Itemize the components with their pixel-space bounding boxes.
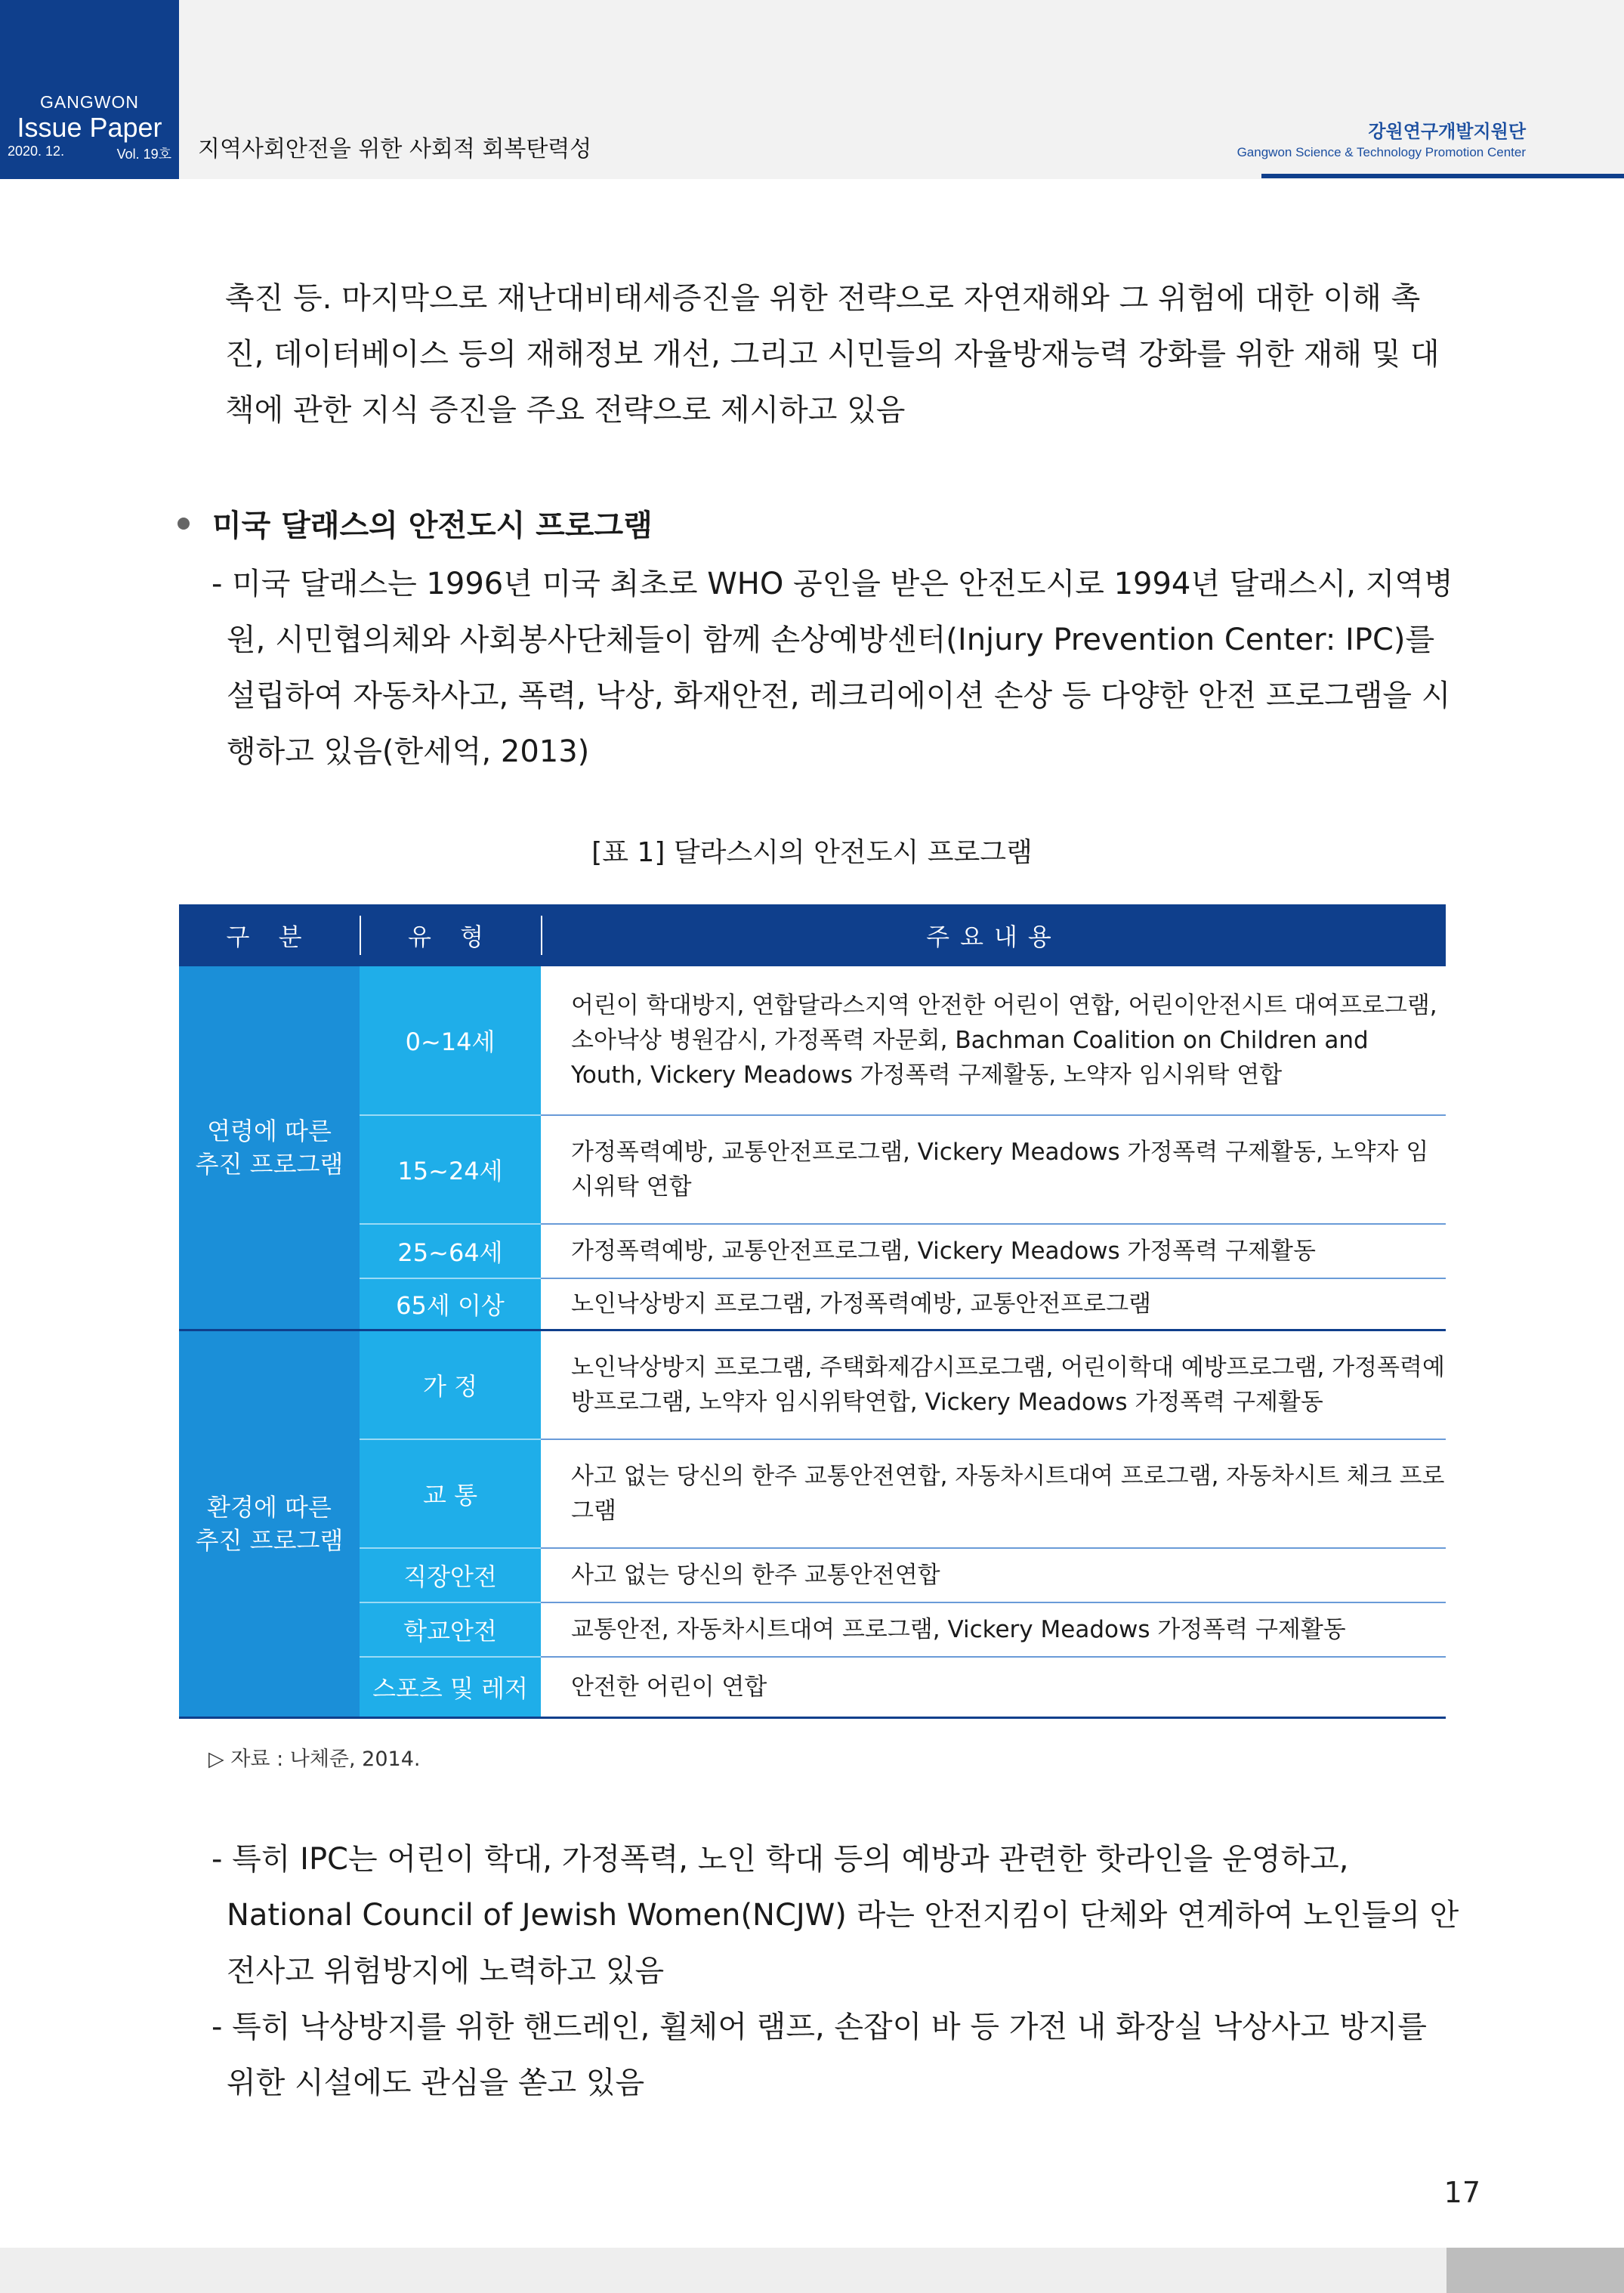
footer-box	[1446, 2248, 1624, 2293]
logo-volume: Vol. 19호	[116, 147, 171, 162]
type-cell: 65세 이상	[360, 1279, 541, 1329]
table-bottom-border	[179, 1717, 1446, 1719]
logo-date: 2020. 12.	[8, 144, 65, 159]
content-cell: 가정폭력예방, 교통안전프로그램, Vickery Meadows 가정폭력 구제활동, 노약자 임시위탁 연합	[571, 1139, 1429, 1201]
content-cell: 어린이 학대방지, 연합달라스지역 안전한 어린이 연합, 어린이안전시트 대여프로그램, 소아낙상 병원감시, 가정폭력 자문회, Bachman Coalition on Children and Youth, Vickery Meadows 가정폭력 구제활동, 노약자 임시위탁 연합	[571, 992, 1437, 1089]
content-cell: 안전한 어린이 연합	[571, 1673, 767, 1701]
bullet-icon	[178, 518, 190, 530]
org-name-korean: 강원연구개발지원단	[1368, 121, 1526, 142]
type-cell: 학교안전	[360, 1603, 541, 1656]
section-heading-text: 미국 달래스의 안전도시 프로그램	[212, 508, 653, 543]
logo-gangwon: GANGWON	[40, 92, 139, 112]
content-cell: 가정폭력예방, 교통안전프로그램, Vickery Meadows 가정폭력 구제활동	[571, 1238, 1316, 1265]
section-heading	[178, 502, 653, 545]
content-cell: 노인낙상방지 프로그램, 주택화제감시프로그램, 어린이학대 예방프로그램, 가정폭력예방프로그램, 노약자 임시위탁연합, Vickery Meadows 가정폭력 구제활동	[571, 1354, 1445, 1416]
logo-issue-paper: Issue Paper	[17, 112, 162, 143]
header-type: 유 형	[408, 922, 494, 951]
closing-paragraph-1: - 특히 IPC는 어린이 학대, 가정폭력, 노인 학대 등의 예방과 관련한 핫라인을 운영하고, National Council of Jewish Women(NCJW) 라는 안전지킴이 단체와 연계하여 노인들의 안전사고 위험방지에 노력하고 있음	[211, 1842, 1459, 1989]
type-cell: 교 통	[360, 1440, 541, 1547]
section-description: - 미국 달래스는 1996년 미국 최초로 WHO 공인을 받은 안전도시로 1994년 달래스시, 지역병원, 시민협의체와 사회봉사단체들이 함께 손상예방센터(Injury Prevention Center: IPC)를 설립하여 자동차사고, 폭력, 낙상, 화재안전, 레크리에이션 손상 등 다양한 안전 프로그램을 시행하고 있음(한세억, 2013)	[211, 567, 1453, 769]
org-name-english: Gangwon Science & Technology Promotion Center	[1237, 145, 1526, 159]
table-header	[179, 904, 1446, 966]
footer-band	[0, 2248, 1624, 2293]
type-cell: 스포츠 및 레저	[360, 1658, 541, 1717]
category-environment: 환경에 따른 추진 프로그램	[179, 1331, 360, 1717]
page-number: 17	[1443, 2176, 1480, 2209]
issue-paper-logo	[0, 0, 179, 179]
type-cell: 0~14세	[360, 966, 541, 1114]
content-cell: 노인낙상방지 프로그램, 가정폭력예방, 교통안전프로그램	[571, 1290, 1151, 1318]
content-cell: 사고 없는 당신의 한주 교통안전연합	[571, 1562, 940, 1589]
header-accent-line	[1261, 174, 1624, 178]
document-title: 지역사회안전을 위한 사회적 회복탄력성	[198, 136, 592, 162]
type-cell: 25~64세	[360, 1225, 541, 1278]
table-source: ▷ 자료 : 나체준, 2014.	[208, 1748, 421, 1771]
type-cell: 가 정	[360, 1331, 541, 1439]
type-cell: 15~24세	[360, 1116, 541, 1223]
closing-paragraph-2: - 특히 낙상방지를 위한 핸드레인, 휠체어 램프, 손잡이 바 등 가전 내 화장실 낙상사고 방지를 위한 시설에도 관심을 쏟고 있음	[211, 2010, 1427, 2100]
logo-issue-info	[8, 144, 171, 163]
header-content: 주요내용	[926, 922, 1062, 951]
type-cell: 직장안전	[360, 1549, 541, 1602]
intro-paragraph: 촉진 등. 마지막으로 재난대비태세증진을 위한 전략으로 자연재해와 그 위험에 대한 이해 촉진, 데이터베이스 등의 재해정보 개선, 그리고 시민들의 자율방재능력 강화를 위한 재해 및 대책에 관한 지식 증진을 주요 전략으로 제시하고 있음	[225, 281, 1440, 428]
header-category: 구 분	[226, 922, 313, 951]
content-cell: 교통안전, 자동차시트대여 프로그램, Vickery Meadows 가정폭력 구제활동	[571, 1616, 1346, 1643]
category-age: 연령에 따른 추진 프로그램	[179, 966, 360, 1329]
table-caption: [표 1] 달라스시의 안전도시 프로그램	[591, 837, 1033, 868]
content-cell: 사고 없는 당신의 한주 교통안전연합, 자동차시트대여 프로그램, 자동차시트 체크 프로그램	[571, 1463, 1445, 1525]
